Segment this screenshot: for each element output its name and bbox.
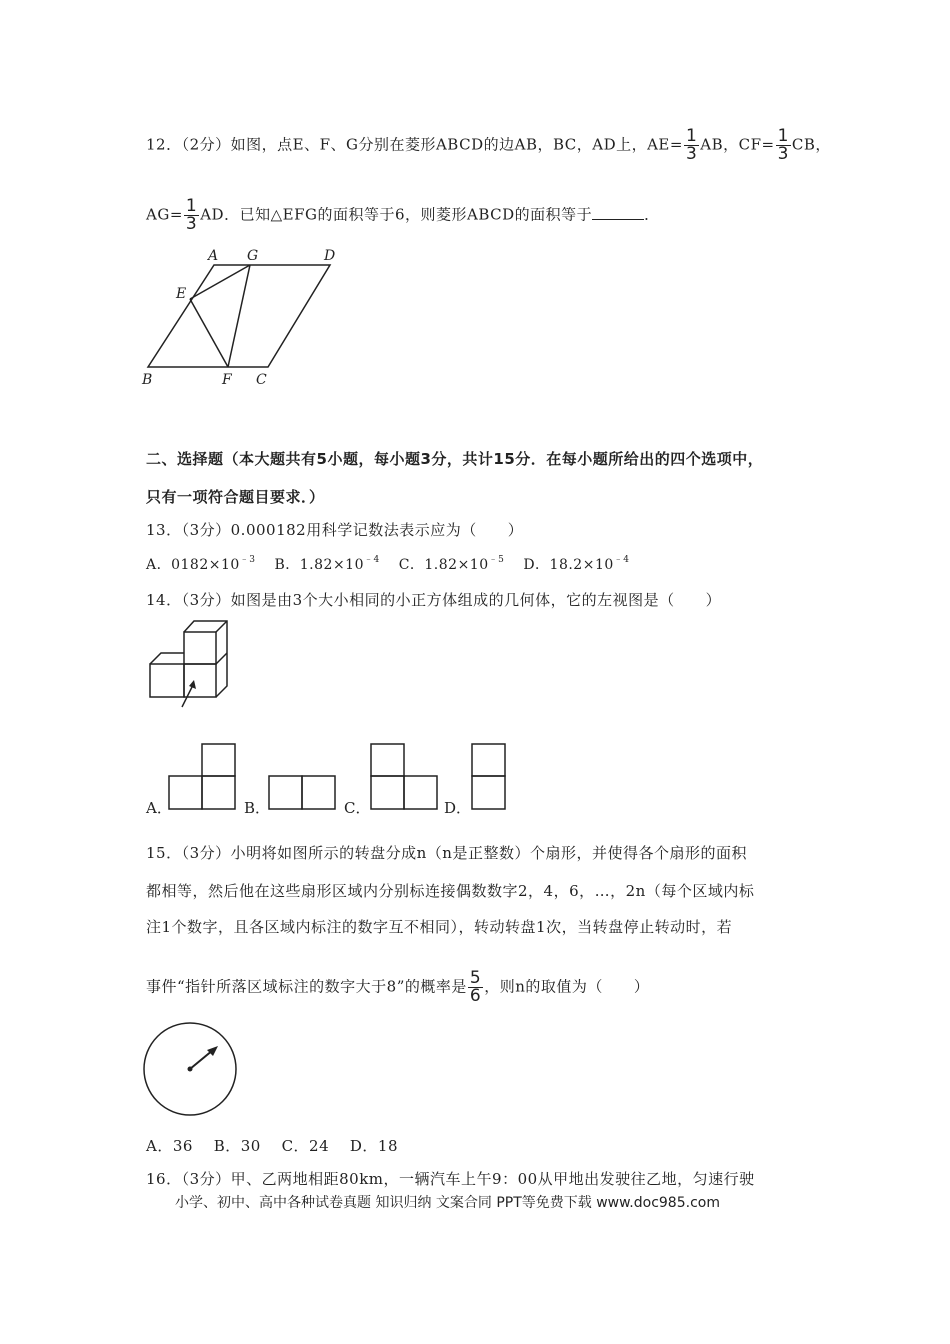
q15-line4: [146, 970, 649, 1005]
q13-stem: 13．（3分）0.000182用科学记数法表示应为（ ）: [146, 521, 524, 539]
q12-line1: [146, 128, 831, 163]
q13-options: [146, 552, 630, 574]
section-2-heading-cont: 只有一项符合题目要求．）: [146, 488, 325, 506]
q13-option-a-exp: ﹣3: [239, 555, 256, 565]
q14-option-b-label: B．: [244, 799, 271, 817]
q13-option-b: B．1.82×10: [274, 557, 364, 573]
fraction-one-third: [184, 198, 199, 233]
q12-text-f: ．: [644, 205, 660, 224]
segment-gf: [228, 265, 250, 367]
frac-den: 6: [469, 986, 482, 1006]
q15-line1: 15．（3分）小明将如图所示的转盘分成n（n是正整数）个扇形，并使得各个扇形的面积: [146, 844, 747, 862]
q14-option-c-view: [370, 742, 442, 812]
q14-option-a-label: A．: [146, 799, 172, 817]
q12-text-e: AD．已知△EFG的面积等于6，则菱形ABCD的面积等于: [200, 205, 593, 224]
q13-option-d-exp: ﹣4: [613, 555, 630, 565]
spinner-figure: [141, 1020, 241, 1120]
label-e: E: [176, 286, 187, 302]
label-c: C: [256, 372, 267, 388]
label-d: D: [324, 248, 336, 264]
segment-eg: [190, 265, 250, 299]
q13-option-a: A．0182×10: [146, 557, 240, 573]
label-g: G: [247, 248, 259, 264]
label-b: B: [142, 372, 153, 388]
frac-num: 1: [685, 126, 698, 146]
q14-option-d-view: [470, 742, 510, 812]
q15-text-a: 事件“指针所落区域标注的数字大于8”的概率是: [146, 977, 467, 996]
q15-options: A．36 B．30 C．24 D．18: [146, 1137, 399, 1155]
q12-text-d: AG=: [146, 205, 183, 224]
q12-text-b: AB，CF=: [700, 135, 775, 154]
q13-option-d: D．18.2×10: [523, 557, 614, 573]
cube-solid-figure: [144, 617, 236, 709]
q12-text-a: 12．（2分）如图，点E、F、G分别在菱形ABCD的边AB，BC，AD上，AE=: [146, 135, 683, 154]
frac-num: 5: [469, 968, 482, 988]
fraction-one-third: [776, 128, 791, 163]
q14-option-a-view: [168, 742, 240, 812]
section-2-heading: 二、选择题（本大题共有5小题，每小题3分，共计15分．在每小题所给出的四个选项中，: [146, 450, 764, 468]
segment-ef: [190, 299, 228, 367]
q13-option-c: C．1.82×10: [398, 557, 489, 573]
q12-text-c: CB，: [791, 135, 831, 154]
answer-blank: [592, 205, 644, 220]
q15-line3: 注1个数字，且各区域内标注的数字互不相同），转动转盘1次，当转盘停止转动时，若: [146, 918, 733, 936]
frac-den: 3: [777, 144, 789, 164]
fraction-five-sixths: [468, 970, 483, 1005]
fraction-one-third: [684, 128, 699, 163]
label-f: F: [222, 372, 232, 388]
q15-line2: 都相等，然后他在这些扇形区域内分别标连接偶数数字2，4，6，…，2n（每个区域内标: [146, 882, 755, 900]
spinner-pointer: [190, 1050, 213, 1069]
q13-option-c-exp: ﹣5: [488, 555, 505, 565]
q15-text-b: ，则n的取值为（ ）: [484, 977, 650, 996]
frac-den: 3: [685, 144, 698, 164]
frac-den: 3: [185, 214, 198, 234]
page-footer: 小学、初中、高中各种试卷真题 知识归纳 文案合同 PPT等免费下载 www.doc985.com: [175, 1195, 720, 1211]
rhombus-figure: [138, 244, 348, 392]
q13-option-b-exp: ﹣4: [364, 555, 380, 565]
frac-num: 1: [185, 196, 198, 216]
q16-line1: 16．（3分）甲、乙两地相距80km，一辆汽车上午9：00从甲地出发驶往乙地，匀速行驶: [146, 1170, 755, 1188]
q14-option-d-label: D．: [444, 799, 472, 817]
q14-stem: 14．（3分）如图是由3个大小相同的小正方体组成的几何体，它的左视图是（ ）: [146, 591, 722, 609]
q12-line2: [146, 198, 660, 233]
frac-num: 1: [777, 126, 789, 146]
q14-option-b-view: [268, 774, 338, 812]
q14-option-c-label: C．: [344, 799, 371, 817]
label-a: A: [208, 248, 219, 264]
